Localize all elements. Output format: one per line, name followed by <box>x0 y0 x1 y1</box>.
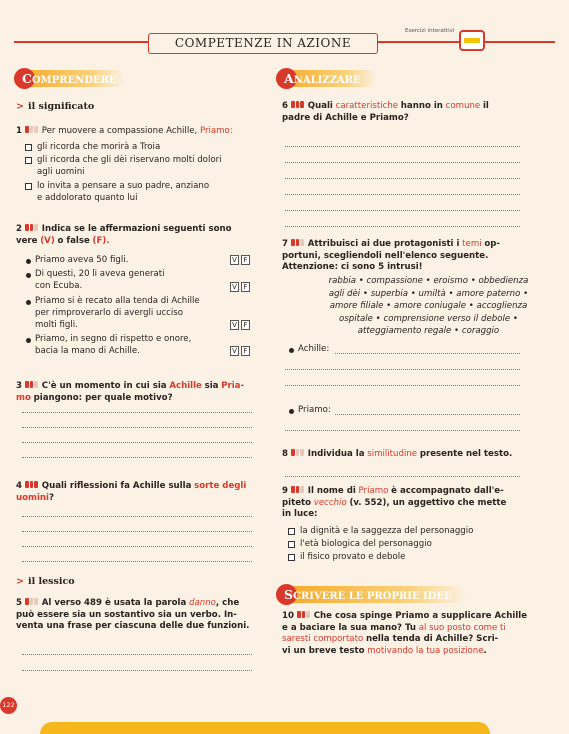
q9-option-2[interactable]: l'età biologica del personaggio <box>288 539 432 551</box>
answer-line[interactable] <box>22 457 252 458</box>
subheading-significato: > il significato <box>16 101 95 112</box>
achille-label: Achille: <box>288 344 329 356</box>
q2-item-4: Priamo, in segno di rispetto e onore, <box>25 334 191 346</box>
question-1: 1 Per muovere a compassione Achille, Priamo: <box>16 126 233 136</box>
q9-option-1[interactable]: la dignità e la saggezza del personaggio <box>288 526 473 538</box>
question-7: 7 Attribuisci ai due protagonisti i temi op- portuni, scegliendoli nell'elenco seguente. Attenzione: ci sono 5 intrusi! <box>282 239 500 273</box>
q2-vf-4[interactable]: V F <box>230 346 250 356</box>
answer-line[interactable] <box>22 442 252 443</box>
question-2: 2 Indica se le affermazioni seguenti sono vere (V) o false (F). <box>16 224 232 246</box>
page-number: 122 <box>0 697 17 714</box>
question-8: 8 Individua la similitudine presente nel testo. <box>282 449 513 459</box>
q1-option-3-cont: e addolorato quanto lui <box>37 193 138 203</box>
q9-option-3[interactable]: il fisico provato e debole <box>288 552 405 564</box>
question-4: 4 Quali riflessioni fa Achille sulla sorte degli uomini? <box>16 481 247 503</box>
q1-option-2[interactable]: gli ricorda che gli dèi riservano molti dolori <box>25 155 222 167</box>
answer-line[interactable] <box>22 654 252 655</box>
answer-line[interactable] <box>22 427 252 428</box>
q1-option-1[interactable]: gli ricorda che morirà a Troia <box>25 142 160 154</box>
q2-item-4-cont: bacia la mano di Achille. <box>35 346 140 356</box>
q1-option-3[interactable]: lo invita a pensare a suo padre, anziano <box>25 181 209 193</box>
q2-vf-1[interactable]: V F <box>230 255 250 265</box>
answer-line[interactable] <box>285 146 520 147</box>
q2-vf-2[interactable]: V F <box>230 282 250 292</box>
answer-line[interactable] <box>22 561 252 562</box>
answer-line[interactable] <box>22 412 252 413</box>
q2-item-3: Priamo si è recato alla tenda di Achille <box>25 296 200 308</box>
exercises-label[interactable]: Esercizi interattivi <box>405 28 455 34</box>
q2-item-1: Priamo aveva 50 figli. <box>25 255 128 267</box>
answer-line[interactable] <box>22 516 252 517</box>
answer-line[interactable] <box>335 353 520 354</box>
answer-line[interactable] <box>285 194 520 195</box>
q2-item-3-cont: per rimproverarlo di avergli ucciso <box>35 308 184 318</box>
answer-line[interactable] <box>285 369 520 370</box>
answer-line[interactable] <box>22 546 252 547</box>
question-5: 5 Al verso 489 è usata la parola danno, che può essere sia un sostantivo sia un verbo. In- venta una frase per ciascuna delle due funzioni. <box>16 598 250 632</box>
q2-vf-3[interactable]: V F <box>230 320 250 330</box>
priamo-label: Priamo: <box>288 405 331 417</box>
q2-item-2-cont: con Ecuba. <box>35 281 83 291</box>
q1-option-2-cont: agli uomini <box>37 167 85 177</box>
answer-line[interactable] <box>285 430 520 431</box>
q2-item-3-cont2: molti figli. <box>35 320 78 330</box>
page-title: COMPETENZE IN AZIONE <box>148 33 378 54</box>
interactive-exercises-icon[interactable] <box>459 30 485 51</box>
answer-line[interactable] <box>285 210 520 211</box>
answer-line[interactable] <box>22 531 252 532</box>
subheading-lessico: > il lessico <box>16 576 75 587</box>
section-comprendere: COMPRENDERE <box>14 70 124 87</box>
answer-line[interactable] <box>285 385 520 386</box>
themes-list: rabbia • compassione • eroismo • obbedienza agli dèi • superbia • umiltà • amore paterno • amore filiale • amore coniugale • accoglienza ospitale • comprensione verso il debole • atteggiamento regale • coraggio <box>328 276 529 336</box>
answer-line[interactable] <box>335 414 520 415</box>
answer-line[interactable] <box>285 226 520 227</box>
question-6: 6 Quali caratteristiche hanno in comune il padre di Achille e Priamo? <box>282 101 489 123</box>
question-10: 10 Che cosa spinge Priamo a supplicare Achille e a baciare la sua mano? Tu al suo posto come ti saresti comportato nella tenda di Achille? Scri- vi un breve testo motivando la tua posizione. <box>282 611 528 656</box>
answer-line[interactable] <box>285 162 520 163</box>
answer-line[interactable] <box>285 476 520 477</box>
section-scrivere: SCRIVERE LE PROPRIE IDEE <box>276 586 466 603</box>
q2-item-2: Di questi, 20 li aveva generati <box>25 269 165 281</box>
answer-line[interactable] <box>22 670 252 671</box>
question-9: 9 Il nome di Priamo è accompagnato dall'e- piteto vecchio (v. 552), un aggettivo che mette in luce: <box>282 486 507 520</box>
bottom-decoration <box>40 722 490 734</box>
section-analizzare: ANALIZZARE <box>276 70 376 87</box>
question-3: 3 C'è un momento in cui sia Achille sia Pria- mo piangono: per quale motivo? <box>16 381 245 403</box>
answer-line[interactable] <box>285 178 520 179</box>
